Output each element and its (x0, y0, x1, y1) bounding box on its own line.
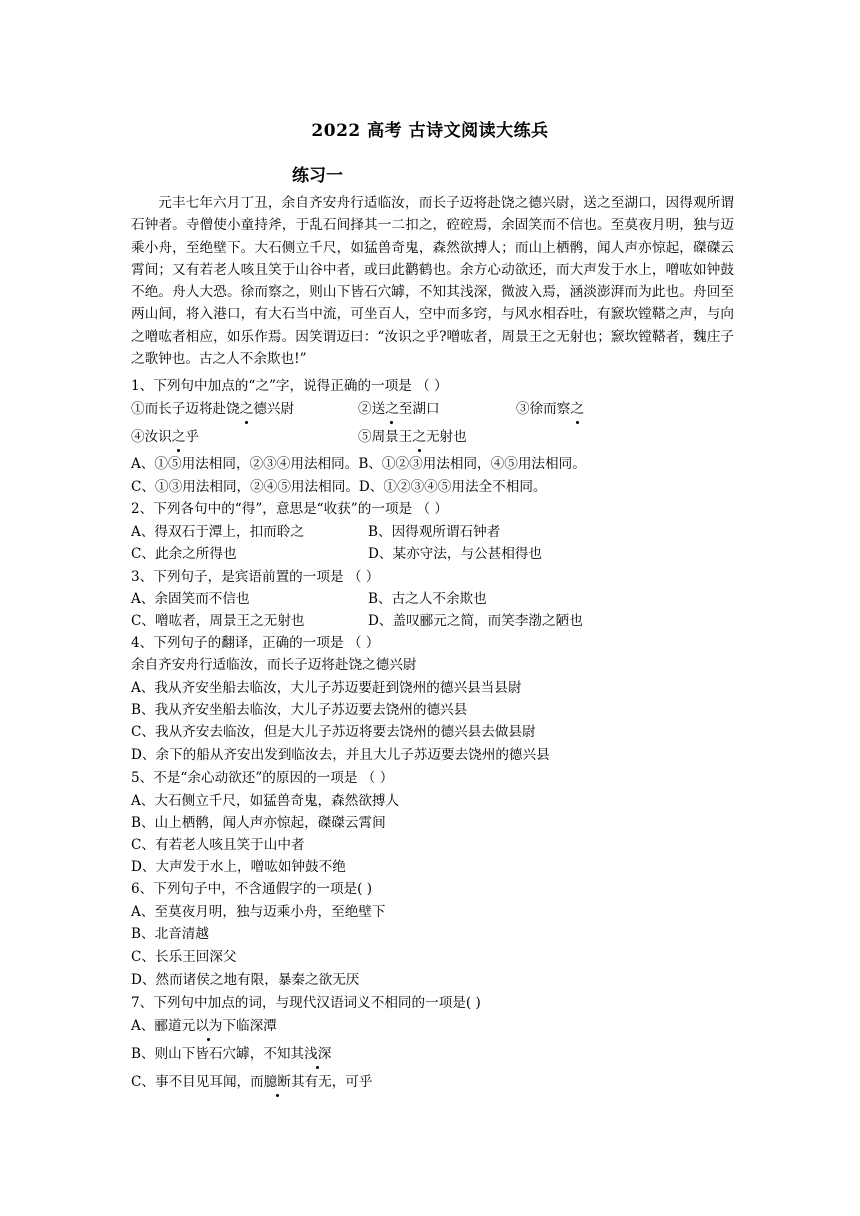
question-3-choice-a: A、余固笑而不信也 (131, 591, 250, 607)
option-text: A、郦道元 (131, 1018, 196, 1034)
question-5-choice-b: B、山上栖鹘，闻人声亦惊起，磔磔云霄间 (131, 815, 386, 831)
option-text: 乎 (185, 429, 199, 445)
option-text: 德兴尉 (253, 401, 295, 417)
question-4-source: 余自齐安舟行适临汝，而长子迈将赴饶之德兴尉 (131, 657, 417, 673)
option-text: 下临深潭 (222, 1018, 277, 1034)
option-text: ①而长子迈将赴饶 (131, 401, 240, 417)
page-title: 2022 高考 古诗文阅读大练兵 (311, 121, 549, 141)
dotted-word: 浅深 (304, 1043, 331, 1065)
option-text: ②送 (358, 401, 386, 417)
question-3-choice-c: C、噌吰者，周景王之无射也 (131, 613, 305, 629)
option-text: 至湖口 (398, 401, 440, 417)
question-7-choice-c (131, 1071, 373, 1093)
question-1-option-1 (131, 398, 294, 420)
option-text: 其有无，可乎 (290, 1074, 373, 1090)
question-1-choices-cd: C、①③用法相同，②④⑤用法相同。D、①②③④⑤用法全不相同。 (131, 479, 547, 495)
question-6-choice-d: D、然而诸侯之地有限，暴秦之欲无厌 (131, 972, 360, 988)
option-text: B、则山下皆石穴罅，不知其 (131, 1046, 305, 1062)
question-4-choice-a: A、我从齐安坐船去临汝，大儿子苏迈要赶到饶州的德兴县当县尉 (131, 680, 522, 696)
question-3-stem: 3、下列句子，是宾语前置的一项是 （ ） (131, 569, 380, 585)
question-7-choice-a (131, 1015, 277, 1037)
question-1-option-2 (358, 398, 440, 420)
question-6-choice-c: C、长乐王回深父 (131, 949, 237, 965)
question-5-stem: 5、不是“余心动欲还”的原因的一项是 （ ） (131, 770, 394, 786)
question-6-choice-b: B、北音清越 (131, 926, 209, 942)
question-3-choice-b: B、古之人不余欺也 (368, 591, 487, 607)
question-5-choice-c: C、有若老人咳且笑于山中者 (131, 837, 305, 853)
passage-text: 元丰七年六月丁丑，余自齐安舟行适临汝，而长子迈将赴饶之德兴尉，送之至湖口，因得观所谓石钟者。寺僧使小童持斧，于乱石间择其一二扣之，硿硿焉，余固笑而不信也。至莫夜月明，独与迈乘小舟，至绝壁下。大石侧立千尺，如猛兽奇鬼，森然欲搏人；而山上栖鹘，闻人声亦惊起，磔磔云霄间；又有若老人咳且笑于山谷中者，或曰此鹳鹤也。余方心动欲还，而大声发于水上，噌吰如钟鼓不绝。舟人大恐。徐而察之，则山下皆石穴罅，不知其浅深，微波入焉，涵淡澎湃而为此也。舟回至两山间，将入港口，有大石当中流，可坐百人，空中而多窍，与风水相吞吐，有窾坎镗鞳之声，与向之噌吰者相应，如乐作焉。因笑谓迈曰：“汝识之乎?噌吰者，周景王之无射也；窾坎镗鞳者，魏庄子之歌钟也。古之人不余欺也!” (131, 195, 734, 368)
question-7-stem: 7、下列句中加点的词，与现代汉语词义不相同的一项是( ) (131, 995, 481, 1011)
question-2-choice-c: C、此余之所得也 (131, 546, 237, 562)
option-text: ③徐而察 (516, 401, 571, 417)
question-6-choice-a: A、至莫夜月明，独与迈乘小舟，至绝壁下 (131, 904, 386, 920)
question-1-stem: 1、下列句中加点的“之”字，说得正确的一项是 （ ） (131, 378, 448, 394)
question-1-option-4 (131, 426, 199, 448)
question-6-stem: 6、下列句子中，不含通假字的一项是( ) (131, 881, 373, 897)
dotted-char: 之 (570, 398, 584, 420)
question-1-option-5 (358, 426, 467, 448)
question-7-choice-b (131, 1043, 331, 1065)
question-2-choice-d: D、某亦守法，与公甚相得也 (368, 546, 543, 562)
option-text: ④汝识 (131, 429, 172, 445)
exercise-heading: 练习一 (292, 166, 343, 186)
question-5-choice-a: A、大石侧立千尺，如猛兽奇鬼，森然欲搏人 (131, 793, 400, 809)
dotted-word: 以为 (195, 1015, 222, 1037)
question-2-stem: 2、下列各句中的“得”，意思是“收获”的一项是 （ ） (131, 501, 448, 517)
question-1-option-3 (516, 398, 584, 420)
question-1-choices-ab: A、①⑤用法相同，②③④用法相同。B、①②③用法相同，④⑤用法相同。 (131, 456, 586, 472)
question-4-choice-b: B、我从齐安坐船去临汝，大儿子苏迈要去饶州的德兴县 (131, 702, 468, 718)
question-5-choice-d: D、大声发于水上，噌吰如钟鼓不绝 (131, 859, 346, 875)
dotted-char: 之 (412, 426, 426, 448)
dotted-char: 之 (385, 398, 399, 420)
dotted-char: 之 (240, 398, 254, 420)
question-4-choice-d: D、余下的船从齐安出发到临汝去，并且大儿子苏迈要去饶州的德兴县 (131, 747, 550, 763)
question-3-choice-d: D、盖叹郦元之简，而笑李渤之陋也 (368, 613, 583, 629)
question-4-stem: 4、下列句子的翻译，正确的一项是 （ ） (131, 635, 380, 651)
option-text: ⑤周景王 (358, 429, 413, 445)
question-2-choice-a: A、得双石于潭上，扣而聆之 (131, 524, 304, 540)
question-2-choice-b: B、因得观所谓石钟者 (368, 524, 501, 540)
option-text: C、事不目见耳闻，而 (131, 1074, 264, 1090)
dotted-word: 臆断 (264, 1071, 291, 1093)
dotted-char: 之 (172, 426, 186, 448)
question-4-choice-c: C、我从齐安去临汝，但是大儿子苏迈将要去饶州的德兴县去做县尉 (131, 724, 536, 740)
option-text: 无射也 (425, 429, 467, 445)
